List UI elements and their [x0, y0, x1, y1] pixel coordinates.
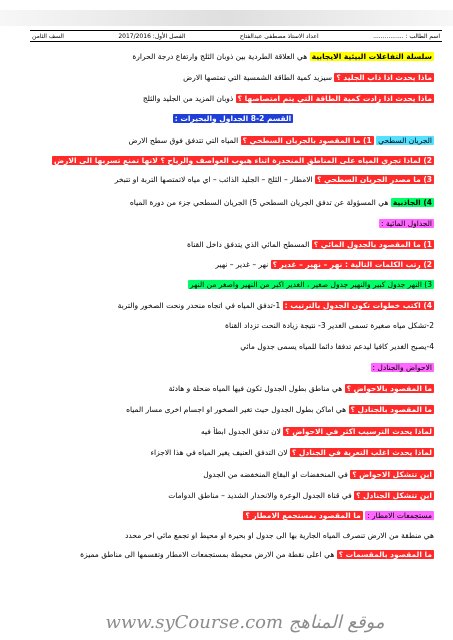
header-bar: [30, 30, 442, 42]
text-line: [32, 240, 434, 249]
text-line: [32, 156, 434, 165]
highlighted-term: ماذا يحدث اذا ذاب الجليد ؟: [336, 73, 432, 82]
term-label: الفصل الأول: 2017/2016: [118, 32, 186, 40]
highlighted-term: ما المقصود بالمقسمات ؟: [338, 550, 432, 559]
highlighted-question: ما المقصود بمستجمع الامطار ؟: [245, 511, 361, 520]
highlighted-term: اين تتشكل الجنادل ؟: [356, 491, 432, 500]
text-line: [32, 114, 434, 123]
text-line: [32, 94, 434, 103]
text-line: [32, 448, 434, 457]
answer-text: هي اماكن بطول الجدول حيث تغير الصخور او اجسام اخرى مسار المياه: [126, 405, 349, 414]
highlighted-term: الجداول المائية :: [381, 219, 432, 228]
answer-text: في قناة الجدول الوعرة والانحدار الشديد – مناطق الدوامات: [168, 491, 355, 500]
answer-text: المسطح المائي الذي يتدفق داخل القناة: [187, 240, 312, 249]
highlighted-term: 2) لماذا تجري المياه على المناطق المنحدرة اثناء هبوب العواصف والرياح ؟ لانها تمنع تسربها الى الارض: [53, 156, 432, 165]
text-line: [32, 321, 434, 330]
text-line: [32, 384, 434, 393]
answer-text: 1-تدفق المياه في اتجاه منحدر ونحت الصخور والتربة: [117, 301, 283, 310]
text-line: [32, 511, 434, 520]
highlighted-term: ما المقصود بالجنادل ؟: [350, 405, 432, 414]
answer-text: هي العلاقة الطردية بين ذوبان الثلج وارتفاع درجة الحرارة: [132, 52, 310, 61]
answer-text: هي المسؤولة عن تدفق الجريان السطحي 5) الجريان السطحي جزء من دورة المياه: [129, 198, 391, 207]
answer-text: 2-تشكل مياه صغيرة تسمى الغدير 3- نتيجة زيادة النحت تزداد القناة: [225, 321, 434, 330]
highlighted-term: لماذا يحدث الترسيب اكثر في الاحواض ؟: [285, 427, 432, 436]
answer-text: نهر – غدير – نهير: [215, 260, 271, 269]
answer-text: المياه التي تتدفق فوق سطح الارض: [128, 136, 241, 145]
highlighted-term: ما المقصود بالاحواض ؟: [346, 384, 432, 393]
text-line: [32, 550, 434, 559]
answer-text: ذوبان المزيد من الجليد والثلج: [142, 94, 236, 103]
header-band: [0, 10, 453, 26]
highlighted-term: الاحواض والجنادل :: [372, 363, 432, 372]
text-line: [32, 198, 434, 207]
highlighted-term: 4) الجاذبية: [392, 198, 432, 207]
text-line: [32, 405, 434, 414]
answer-text: الامطار – الثلج – الجليد الذائب – اي مياه لاتمتصها التربة او تتبخر: [114, 175, 315, 184]
highlighted-term: اين تتشكل الاحواض ؟: [352, 470, 432, 479]
highlighted-term: 4) اكتب خطوات تكون الجدول بالترتيب :: [284, 301, 432, 310]
answer-text: لان تدفق الجدول ابطأ فيه: [200, 427, 284, 436]
text-line: [32, 363, 434, 372]
grade-label: السف الثامن: [32, 32, 64, 40]
answer-text: لان التدفق العنيف يغير المياه في هذا الاجزاء: [150, 448, 290, 457]
student-label: اسم الطالب : ................: [373, 32, 440, 40]
teacher-label: اعداد الاستاذ مصطفى عبدالفتاح: [239, 32, 319, 40]
text-line: [32, 342, 434, 351]
text-line: [32, 175, 434, 184]
text-line: [32, 260, 434, 269]
highlighted-term: 1) ما المقصود بالجدول المائي ؟: [313, 240, 432, 249]
answer-text: سيزيد كمية الطاقة الشمسية التي تمتصها الارض: [183, 73, 335, 82]
text-line: [32, 470, 434, 479]
text-line: [32, 73, 434, 82]
text-line: [32, 136, 434, 145]
highlighted-term: مستجمعات الامطار :: [367, 511, 432, 520]
highlighted-term: 2) رتب الكلمات التالية : نهر – نهير – غدير ؟: [272, 260, 432, 269]
highlighted-term: سلسلة التفاعلات البيئية الايجابية: [311, 52, 432, 61]
answer-text: هي مناطق بطول الجدول تكون فيها المياه ضحلة و هادئة: [168, 384, 345, 393]
answer-text: هي اعلى نقطة من الارض محيطة بمستجمعات الامطار وتقسمها الى مناطق مميزة: [80, 550, 337, 559]
text-line: [32, 52, 434, 61]
text-line: [32, 427, 434, 436]
text-line: [32, 491, 434, 500]
text-line: [32, 301, 434, 310]
highlighted-term: القسم 2-8 الجداول والبحيرات :: [174, 114, 292, 123]
text-line: [32, 531, 434, 540]
highlighted-term: الجريان السطحي: [378, 136, 432, 145]
text-line: [32, 280, 434, 289]
highlighted-term: 3) ما مصدر الجريان السطحي ؟: [316, 175, 432, 184]
text-line: [32, 219, 434, 228]
answer-text: هي منطقة من الارض تنصرف المياه الجارية بها الى جدول او بحيرة او محيط او تجمع مائي اخر محدد: [125, 531, 434, 540]
highlighted-question: 1) ما المقصود بالجريان السطحي ؟: [242, 136, 372, 145]
site-watermark: www.syCourse.com موقع المناهج: [105, 612, 385, 633]
answer-text: في المنخفضات او البقاع المنخفضه من الجدول: [203, 470, 351, 479]
highlighted-term: ماذا يحدث اذا زادت كمية الطاقة التي يتم امتصاصها ؟: [237, 94, 432, 103]
highlighted-term: لماذا يحدث اغلب التعرية في الجنادل ؟: [291, 448, 432, 457]
answer-text: 4-يصبح الغدير كافيا ليدعم تدفقا دائما للمياه يسمى جدول مائي: [240, 342, 434, 351]
highlighted-term: 3) النهر جدول كبير والنهير جدول صغير ، الغدير اكبر من النهير واصغر من النهر: [190, 280, 432, 289]
